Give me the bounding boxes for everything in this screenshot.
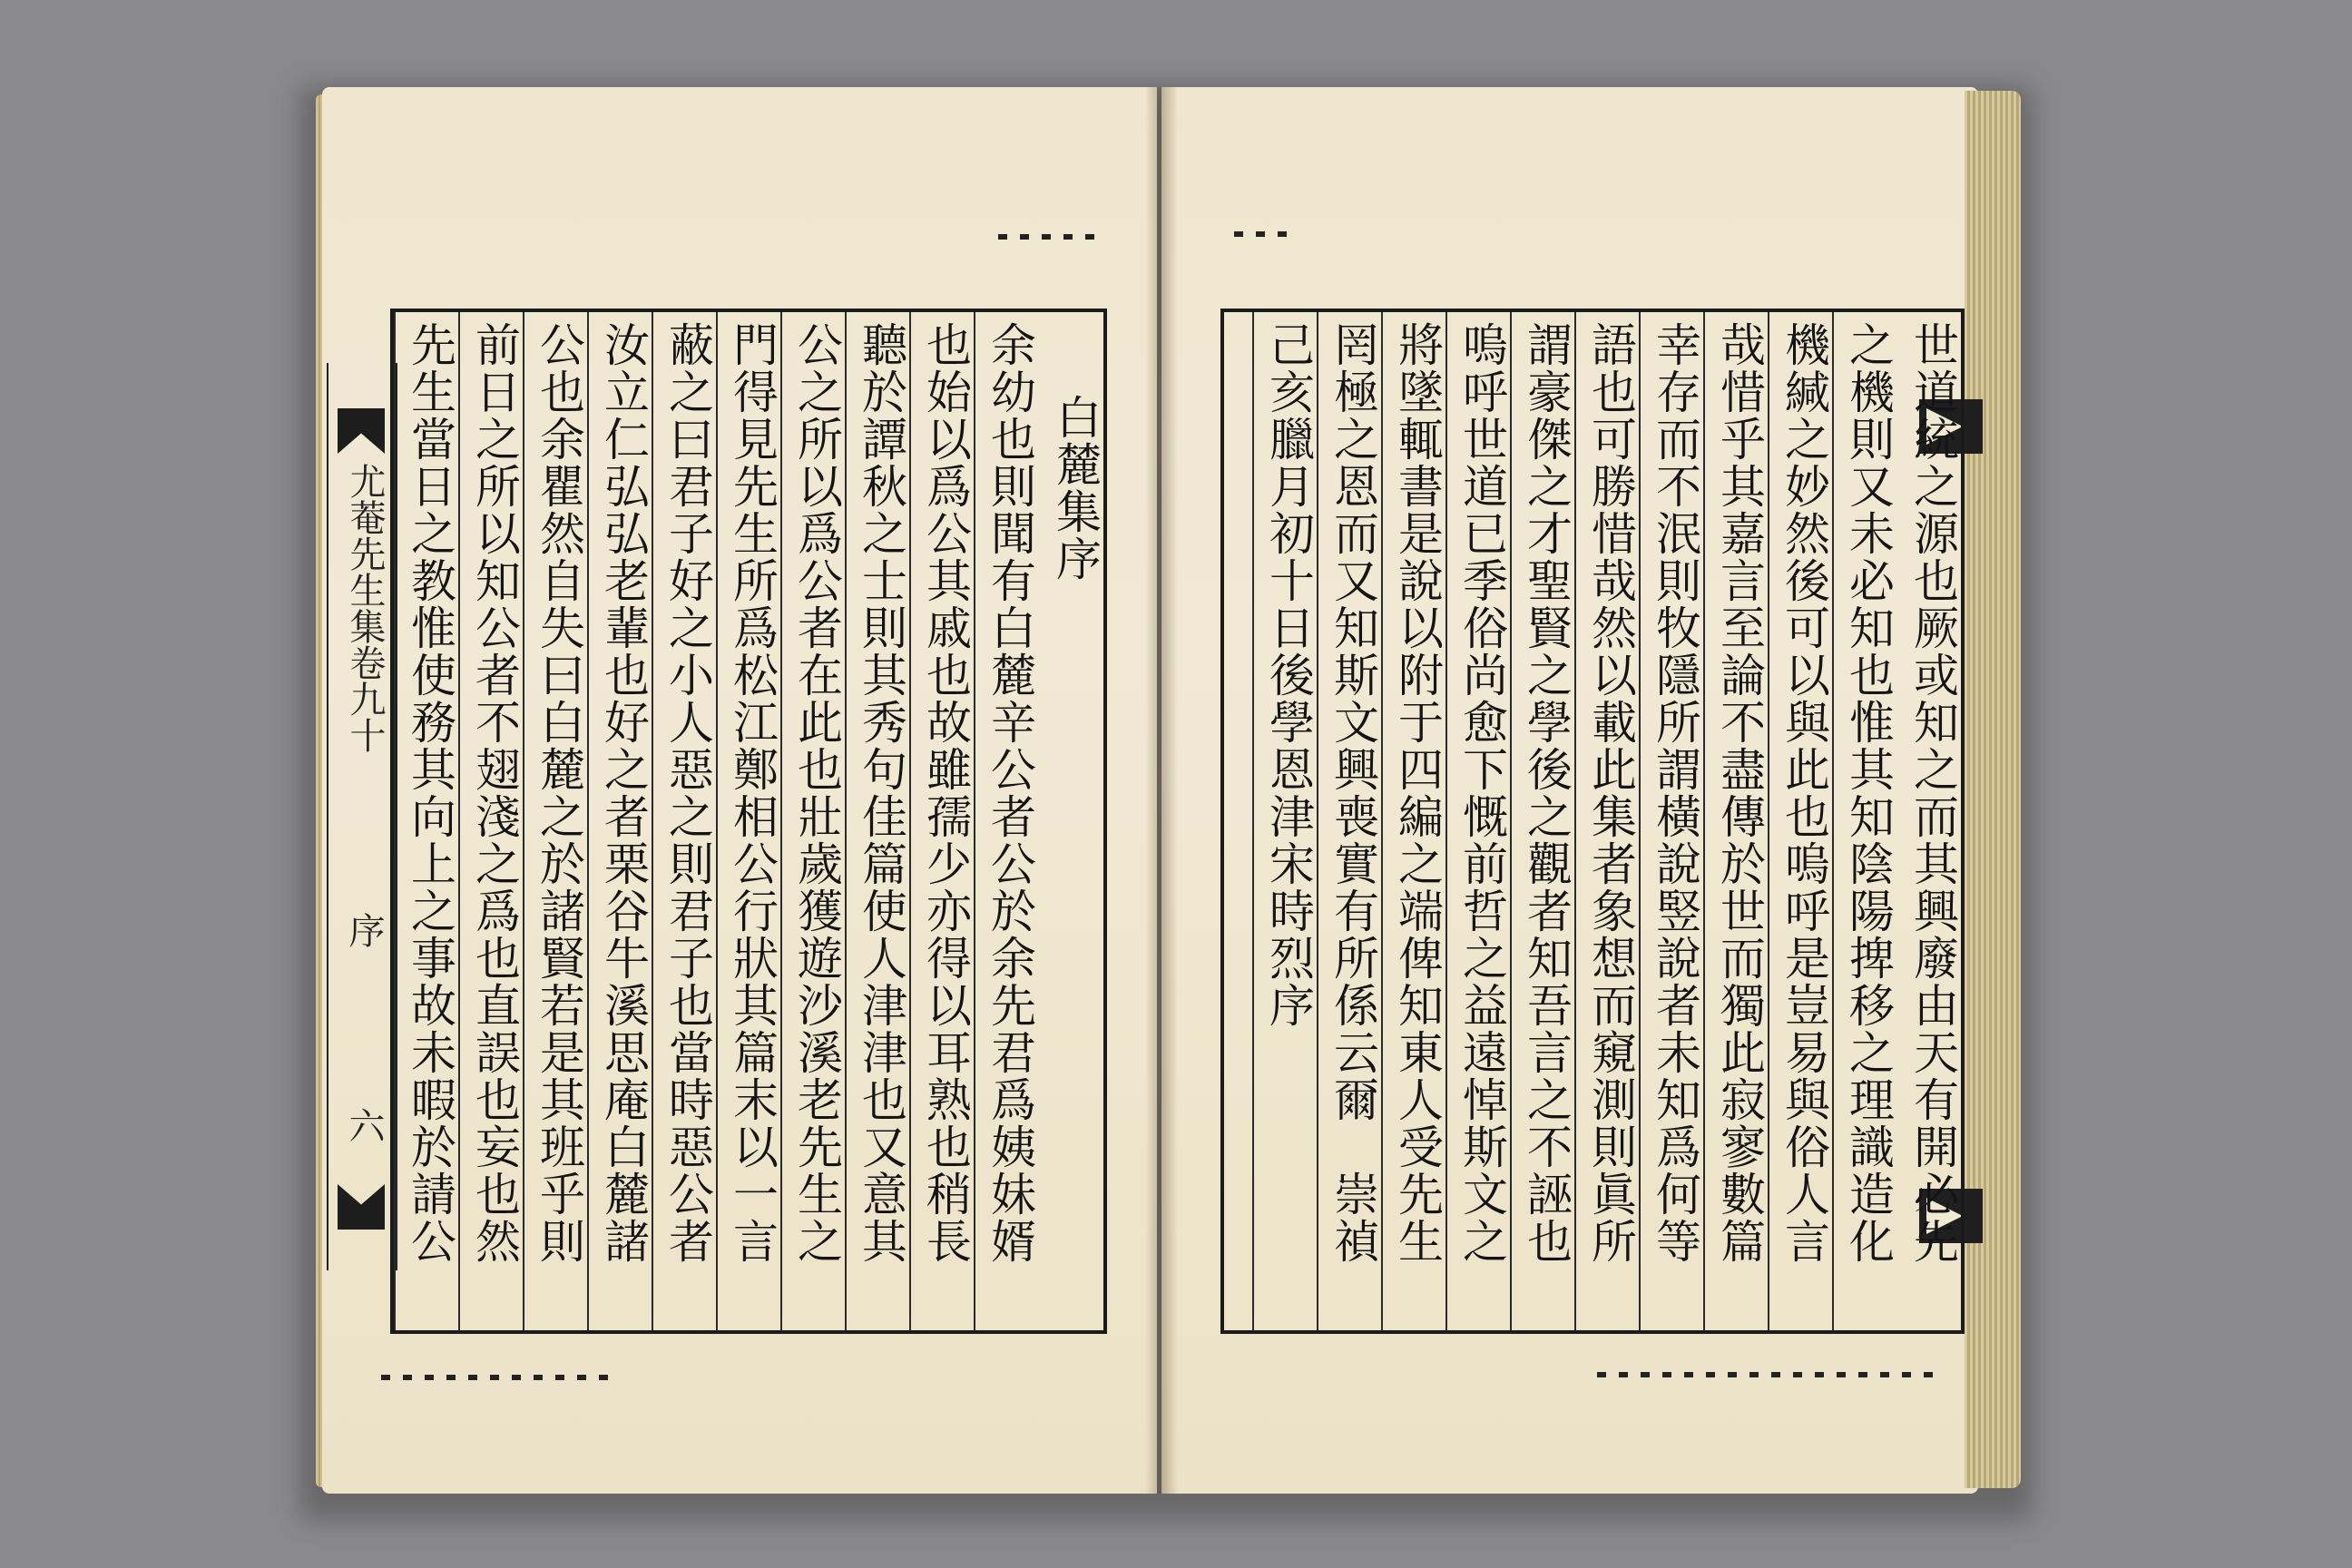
left-bottom-marks xyxy=(381,1375,617,1380)
text-column: 聽於譚秋之士則其秀句佳篇使人津津也又意其 xyxy=(845,312,909,1330)
book-gutter xyxy=(1145,87,1178,1494)
text-column: 公之所以爲公者在此也壯歲獲遊沙溪老先生之 xyxy=(780,312,845,1330)
text-column: 謂豪傑之才聖賢之學後之觀者知吾言之不誣也 xyxy=(1510,312,1574,1330)
text-column: 公也余瞿然自失曰白麓之於諸賢若是其班乎則 xyxy=(523,312,587,1330)
text-column: 余幼也則聞有白麓辛公者公於余先君爲姨妹婿 xyxy=(974,312,1038,1330)
text-column: 嗚呼世道已季俗尚愈下慨前哲之益遠悼斯文之 xyxy=(1446,312,1510,1330)
lower-fishtail-icon xyxy=(338,1184,385,1230)
text-column: 先生當日之教惟使務其向上之事故未暇於請公 xyxy=(394,312,458,1330)
upper-fishtail-icon xyxy=(338,408,385,454)
left-top-marks xyxy=(998,234,1098,240)
text-column: 也始以爲公其戚也故雖孺少亦得以耳熟也稍長 xyxy=(909,312,974,1330)
text-column: 汝立仁弘弘老輩也好之者栗谷牛溪思庵白麓諸 xyxy=(587,312,652,1330)
right-page-edges xyxy=(1965,91,2021,1488)
text-column: 罔極之恩而又知斯文興喪實有所係云爾 崇禎 xyxy=(1317,312,1381,1330)
right-bottom-marks xyxy=(1597,1372,1942,1377)
preface-title: 白麓集序 xyxy=(1049,394,1102,583)
right-top-marks xyxy=(1234,231,1298,237)
text-column: 哉惜乎其嘉言至論不盡傳於世而獨此寂寥數篇 xyxy=(1703,312,1768,1330)
left-text-frame xyxy=(390,309,1107,1334)
text-column: 世道統之源也厥或知之而其興廢由天有開必先 xyxy=(1906,321,1959,1265)
text-column: 機緘之妙然後可以與此也嗚呼是豈易與俗人言 xyxy=(1768,312,1832,1330)
page-center-band xyxy=(327,363,397,1270)
text-column: 蔽之曰君子好之小人惡之則君子也當時惡公者 xyxy=(652,312,716,1330)
band-section-label: 序 xyxy=(343,912,385,948)
text-column: 語也可勝惜哉然以載此集者象想而窺測則眞所 xyxy=(1574,312,1639,1330)
band-page-number: 六 xyxy=(343,1107,385,1143)
book-volume-title: 尤菴先生集卷九十 xyxy=(344,463,386,753)
text-column: 門得見先生所爲松江鄭相公行狀其篇末以一言 xyxy=(716,312,780,1330)
right-text-frame xyxy=(1220,309,1965,1334)
text-column: 幸存而不泯則牧隱所謂橫說竪說者未知爲何等 xyxy=(1639,312,1703,1330)
text-column: 之機則又未必知也惟其知陰陽捭移之理識造化 xyxy=(1832,312,1896,1330)
text-column: 將墜輒書是說以附于四編之端俾知東人受先生 xyxy=(1381,312,1446,1330)
text-column: 前日之所以知公者不翅淺之爲也直誤也妄也然 xyxy=(458,312,523,1330)
text-column: 己亥臘月初十日後學恩津宋時烈序 xyxy=(1252,312,1317,1330)
